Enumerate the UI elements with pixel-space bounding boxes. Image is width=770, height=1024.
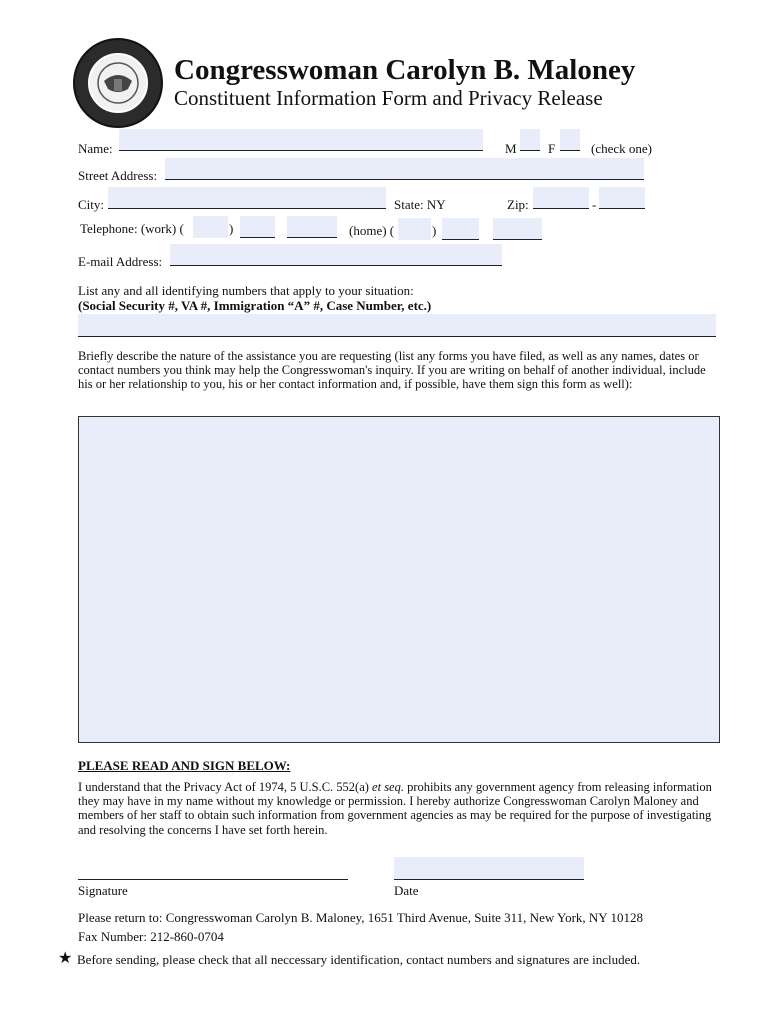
email-label: E-mail Address: [78, 254, 163, 269]
identifiers-examples: (Social Security #, VA #, Immigration “A” #, Case Number, etc.) [78, 298, 432, 313]
page-title: Congresswoman Carolyn B. Maloney [174, 54, 636, 86]
work-area-code-field[interactable] [193, 216, 228, 238]
male-label: M [505, 141, 517, 156]
email-underline [170, 265, 502, 266]
female-label: F [548, 141, 556, 156]
release-text-start: I understand that the Privacy Act of 1974, 5 U.S.C. 552(a) [78, 780, 373, 794]
home-number-underline [493, 239, 542, 240]
fax-number: Fax Number: 212-860-0704 [78, 929, 224, 944]
date-underline [394, 879, 584, 880]
page-subtitle: Constituent Information Form and Privacy Release [174, 86, 603, 110]
home-prefix-field[interactable] [442, 218, 479, 240]
home-area-code-field[interactable] [398, 218, 431, 240]
eagle-emblem [88, 53, 148, 113]
work-paren-close: ) [229, 221, 234, 236]
zip-field[interactable] [533, 187, 589, 209]
telephone-home-label: (home) ( [349, 223, 395, 238]
name-underline [119, 150, 483, 151]
zip-label: Zip: [507, 197, 529, 212]
male-underline [520, 150, 540, 151]
street-label: Street Address: [78, 168, 158, 183]
female-underline [560, 150, 580, 151]
signature-label: Signature [78, 883, 128, 898]
zip-ext-underline [599, 208, 645, 209]
identifiers-underline [78, 336, 716, 337]
male-checkbox[interactable] [520, 129, 540, 151]
home-prefix-underline [442, 239, 479, 240]
work-prefix-underline [240, 237, 275, 238]
signature-line[interactable] [78, 879, 348, 880]
zip-ext-field[interactable] [599, 187, 645, 209]
return-address: Please return to: Congresswoman Carolyn B. Maloney, 1651 Third Avenue, Suite 311, New York, NY 10128 [78, 910, 643, 925]
identifiers-field[interactable] [78, 314, 716, 336]
state-label: State: NY [394, 197, 446, 212]
description-instructions: Briefly describe the nature of the assistance you are requesting (list any forms you have filed, as well as any names, dates or contact numbers you think may help the Congresswoman's inquiry. If you are writing on behalf of another individual, include his or her relationship to you, his or her contact information and, if possible, have them sign this form as well): [78, 349, 706, 392]
home-number-field[interactable] [493, 218, 542, 240]
zip-dash: - [592, 197, 597, 212]
date-field[interactable] [394, 857, 584, 879]
congress-seal-icon [73, 38, 163, 128]
name-label: Name: [78, 141, 113, 156]
work-number-underline [287, 237, 337, 238]
identifiers-instruction: List any and all identifying numbers that apply to your situation: [78, 283, 414, 298]
check-one-hint: (check one) [591, 141, 652, 156]
privacy-release-text [78, 780, 720, 837]
city-underline [108, 208, 386, 209]
description-textarea[interactable] [78, 416, 720, 743]
release-et-seq: et seq. [372, 780, 404, 794]
city-field[interactable] [108, 187, 386, 209]
release-text-end: prohibits any government agency from releasing information they may have in my name without my knowledge or permission. I hereby authorize Congresswoman Carolyn Maloney and members of her staff to obtain such information from government agencies as may be required for the purpose of investigating and resolving the concerns I have set forth herein. [78, 780, 712, 837]
telephone-work-label: Telephone: (work) ( [80, 221, 184, 236]
star-icon: ★ [58, 950, 73, 967]
date-label: Date [394, 883, 419, 898]
email-field[interactable] [170, 244, 502, 266]
city-label: City: [78, 197, 105, 212]
zip-underline [533, 208, 589, 209]
final-check-note: Before sending, please check that all neccessary identification, contact numbers and signatures are included. [77, 952, 641, 967]
street-underline [165, 179, 644, 180]
home-paren-close: ) [432, 223, 437, 238]
work-prefix-field[interactable] [240, 216, 275, 238]
street-field[interactable] [165, 158, 644, 180]
work-number-field[interactable] [287, 216, 337, 238]
female-checkbox[interactable] [560, 129, 580, 151]
name-field[interactable] [119, 129, 483, 151]
release-heading: PLEASE READ AND SIGN BELOW: [78, 758, 291, 773]
